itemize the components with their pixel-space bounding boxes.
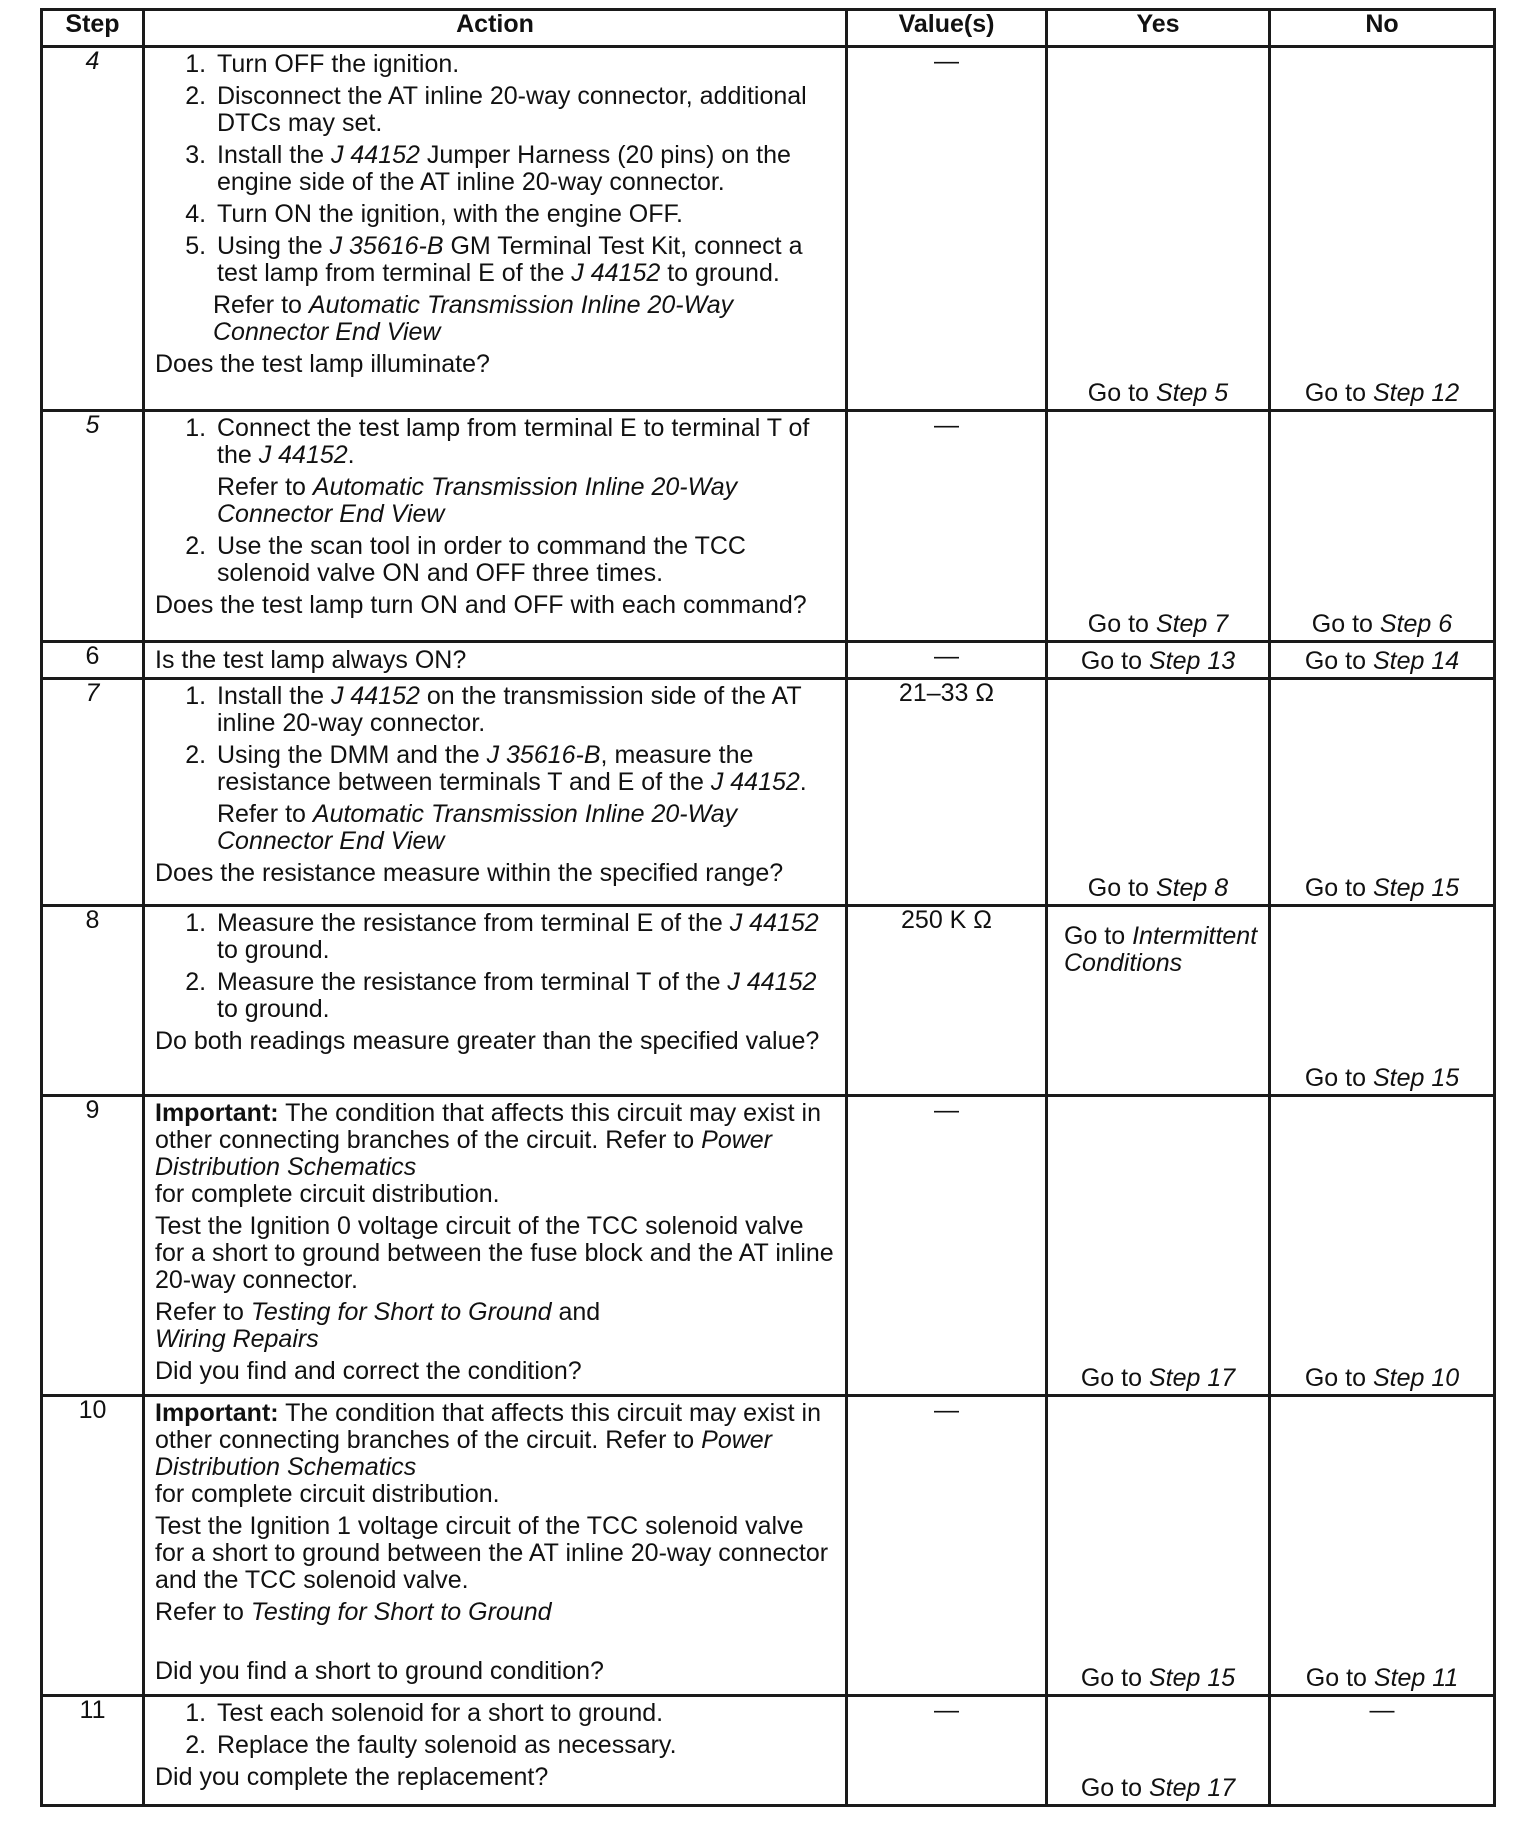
no-goto[interactable]: Go to Step 11 bbox=[1305, 1664, 1459, 1692]
table-row-step-10 bbox=[42, 1396, 1495, 1696]
reference-note: Refer to Automatic Transmission Inline 20-Way Connector End View bbox=[217, 473, 738, 528]
reference-note: Refer to Testing for Short to Ground bbox=[155, 1598, 552, 1626]
reference-link[interactable]: Automatic Transmission Inline 20-Way Connector End View bbox=[217, 800, 738, 855]
question: Did you complete the replacement? bbox=[155, 1763, 549, 1791]
value-cell: — bbox=[847, 1696, 1047, 1806]
value-cell: — bbox=[847, 1096, 1047, 1396]
action-item: 2. Replace the faulty solenoid as necessary. bbox=[213, 1732, 839, 1759]
action-cell bbox=[144, 1696, 847, 1806]
action-cell bbox=[144, 1096, 847, 1396]
step-number: 6 bbox=[42, 642, 144, 679]
yes-goto[interactable]: Go to Step 13 bbox=[1080, 647, 1236, 675]
yes-cell bbox=[1047, 906, 1270, 1096]
reference-note: Refer to Automatic Transmission Inline 20-Way Connector End View bbox=[217, 800, 738, 855]
no-cell bbox=[1270, 642, 1495, 679]
table-row-step-6 bbox=[42, 642, 1495, 679]
yes-cell bbox=[1047, 679, 1270, 906]
header-no: No bbox=[1270, 10, 1495, 47]
question: Is the test lamp always ON? bbox=[155, 646, 467, 674]
value-cell: — bbox=[847, 47, 1047, 411]
action-item: 2. Using the DMM and the J 35616-B, measure the resistance between terminals T and E of the J 44152. Refer to Automatic Transmission Inline 20-Way Connector End View bbox=[213, 742, 839, 855]
value-cell: — bbox=[847, 642, 1047, 679]
question: Does the test lamp illuminate? bbox=[155, 350, 490, 378]
no-goto[interactable]: Go to Step 10 bbox=[1304, 1364, 1460, 1392]
action-item: 2. Measure the resistance from terminal T of the J 44152 to ground. bbox=[213, 969, 839, 1023]
table-row-step-5 bbox=[42, 411, 1495, 642]
step-number: 8 bbox=[42, 906, 144, 1096]
step-number: 10 bbox=[42, 1396, 144, 1696]
question: Does the test lamp turn ON and OFF with each command? bbox=[155, 591, 807, 619]
step-number: 9 bbox=[42, 1096, 144, 1396]
diagnostic-table bbox=[40, 8, 1496, 1807]
question: Does the resistance measure within the specified range? bbox=[155, 859, 784, 887]
action-cell bbox=[144, 679, 847, 906]
test-instruction: Test the Ignition 0 voltage circuit of the TCC solenoid valve for a short to ground between the fuse block and the AT inline 20-way connector. bbox=[155, 1212, 834, 1294]
step-number: 7 bbox=[42, 679, 144, 906]
step-number: 11 bbox=[42, 1696, 144, 1806]
yes-cell bbox=[1047, 1696, 1270, 1806]
no-cell bbox=[1270, 1396, 1495, 1696]
table-row-step-11 bbox=[42, 1696, 1495, 1806]
no-cell bbox=[1270, 906, 1495, 1096]
yes-goto[interactable]: Go to Step 7 bbox=[1087, 610, 1229, 638]
yes-cell bbox=[1047, 1396, 1270, 1696]
header-values: Value(s) bbox=[847, 10, 1047, 47]
table-row-step-9 bbox=[42, 1096, 1495, 1396]
question: Did you find and correct the condition? bbox=[155, 1357, 582, 1385]
value-cell: — bbox=[847, 411, 1047, 642]
table-row-step-7 bbox=[42, 679, 1495, 906]
reference-link[interactable]: Wiring Repairs bbox=[155, 1325, 319, 1353]
yes-cell bbox=[1047, 47, 1270, 411]
question: Did you find a short to ground condition? bbox=[155, 1657, 604, 1685]
no-goto[interactable]: Go to Step 15 bbox=[1304, 1064, 1460, 1092]
yes-goto[interactable]: Go to Intermittent Conditions bbox=[1064, 922, 1258, 977]
reference-link[interactable]: Automatic Transmission Inline 20-Way Connector End View bbox=[217, 473, 738, 528]
action-item: 5. Using the J 35616-B GM Terminal Test Kit, connect a test lamp from terminal E of the J 44152 to ground. bbox=[213, 233, 839, 287]
action-cell bbox=[144, 47, 847, 411]
action-cell bbox=[144, 411, 847, 642]
action-cell bbox=[144, 642, 847, 679]
table-row-step-8 bbox=[42, 906, 1495, 1096]
action-cell bbox=[144, 1396, 847, 1696]
important-note: Important: The condition that affects this circuit may exist in other connecting branches of the circuit. Refer to Power Distribution Schematics for complete circuit distribution. bbox=[155, 1099, 821, 1208]
no-cell bbox=[1270, 47, 1495, 411]
action-item: 1. Turn OFF the ignition. bbox=[213, 51, 839, 78]
yes-goto[interactable]: Go to Step 8 bbox=[1087, 874, 1229, 902]
action-item: 3. Install the J 44152 Jumper Harness (20 pins) on the engine side of the AT inline 20-way connector. bbox=[213, 142, 839, 196]
no-cell bbox=[1270, 679, 1495, 906]
no-goto[interactable]: Go to Step 6 bbox=[1311, 610, 1453, 638]
no-goto[interactable]: Go to Step 12 bbox=[1304, 379, 1460, 407]
yes-cell bbox=[1047, 1096, 1270, 1396]
reference-note: Refer to Automatic Transmission Inline 20-Way Connector End View bbox=[213, 291, 734, 346]
action-item: 1. Test each solenoid for a short to ground. bbox=[213, 1700, 839, 1727]
action-item: 4. Turn ON the ignition, with the engine OFF. bbox=[213, 201, 839, 228]
value-cell: 250 K Ω bbox=[847, 906, 1047, 1096]
header-action: Action bbox=[144, 10, 847, 47]
yes-goto[interactable]: Go to Step 17 bbox=[1080, 1774, 1236, 1802]
no-cell: — bbox=[1270, 1696, 1495, 1806]
no-cell bbox=[1270, 1096, 1495, 1396]
action-item: 1. Connect the test lamp from terminal E to terminal T of the J 44152. Refer to Automatic Transmission Inline 20-Way Connector End View bbox=[213, 415, 839, 528]
question: Do both readings measure greater than the specified value? bbox=[155, 1027, 820, 1055]
important-note: Important: The condition that affects this circuit may exist in other connecting branches of the circuit. Refer to Power Distribution Schematics for complete circuit distribution. bbox=[155, 1399, 821, 1508]
header-step: Step bbox=[42, 10, 144, 47]
reference-link[interactable]: Testing for Short to Ground bbox=[250, 1598, 552, 1626]
header-row bbox=[42, 10, 1495, 47]
action-item: 1. Measure the resistance from terminal E of the J 44152 to ground. bbox=[213, 910, 839, 964]
table-row-step-4 bbox=[42, 47, 1495, 411]
yes-goto[interactable]: Go to Step 17 bbox=[1080, 1364, 1236, 1392]
reference-link[interactable]: Automatic Transmission Inline 20-Way Connector End View bbox=[213, 291, 734, 346]
value-cell: — bbox=[847, 1396, 1047, 1696]
reference-link[interactable]: Testing for Short to Ground bbox=[250, 1298, 552, 1326]
value-cell: 21–33 Ω bbox=[847, 679, 1047, 906]
action-item: 2. Disconnect the AT inline 20-way connector, additional DTCs may set. bbox=[213, 83, 839, 137]
no-goto[interactable]: Go to Step 14 bbox=[1304, 647, 1460, 675]
yes-cell bbox=[1047, 411, 1270, 642]
reference-note: Refer to Testing for Short to Ground and Wiring Repairs bbox=[155, 1298, 601, 1353]
yes-goto[interactable]: Go to Step 15 bbox=[1080, 1664, 1236, 1692]
step-number: 4 bbox=[42, 47, 144, 411]
step-number: 5 bbox=[42, 411, 144, 642]
action-item: 2. Use the scan tool in order to command the TCC solenoid valve ON and OFF three times. bbox=[213, 533, 839, 587]
no-goto[interactable]: Go to Step 15 bbox=[1304, 874, 1460, 902]
header-yes: Yes bbox=[1047, 10, 1270, 47]
action-item: 1. Install the J 44152 on the transmission side of the AT inline 20-way connector. bbox=[213, 683, 839, 737]
yes-cell bbox=[1047, 642, 1270, 679]
test-instruction: Test the Ignition 1 voltage circuit of the TCC solenoid valve for a short to ground between the AT inline 20-way connector and the TCC solenoid valve. bbox=[155, 1512, 829, 1594]
no-cell bbox=[1270, 411, 1495, 642]
action-cell bbox=[144, 906, 847, 1096]
yes-goto[interactable]: Go to Step 5 bbox=[1087, 379, 1229, 407]
